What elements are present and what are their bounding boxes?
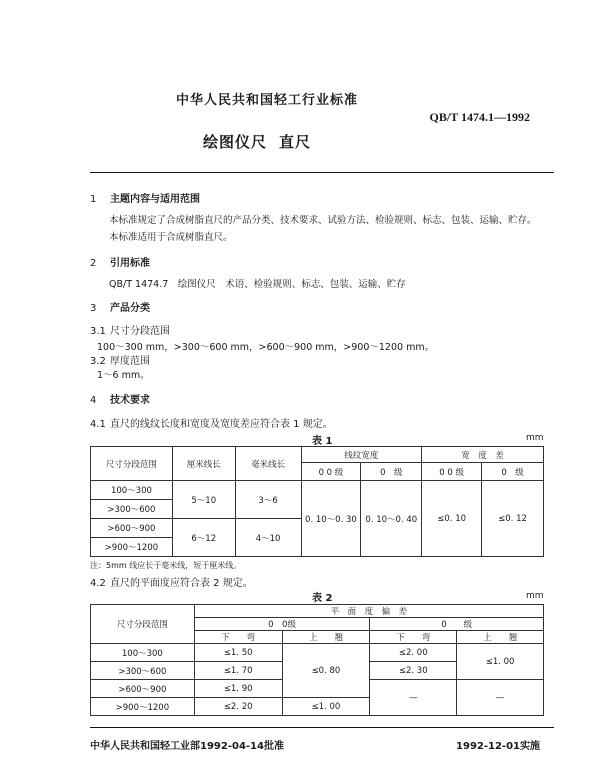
- t2-header-flatness: 平 面 度 偏 差: [194, 605, 543, 618]
- t2-up-00-a: ≤0. 80: [282, 644, 370, 698]
- section-1-heading: 1 主题内容与适用范围: [90, 194, 200, 205]
- t1-header-width-diff: 宽 度 差: [422, 447, 544, 463]
- t1-range: >600～900: [91, 519, 173, 538]
- section-4-1-text: 4.1 直尺的线纹长度和宽度及宽度差应符合表 1 规定。: [90, 419, 333, 430]
- section-4-2-text: 4.2 直尺的平面度应符合表 2 规定。: [90, 578, 253, 589]
- t1-header-mm-line: 毫米线长: [235, 447, 301, 481]
- title-main: 绘图仪尺: [203, 133, 268, 151]
- section-3-2-heading: 3.2 厚度范围: [90, 356, 150, 367]
- footer-rule: [90, 727, 554, 728]
- section-3-heading: 3 产品分类: [90, 303, 150, 314]
- header-rule: [90, 172, 554, 173]
- t2-up-00-b: ≤1. 00: [282, 698, 370, 716]
- t2-down-0: ≤2. 30: [370, 662, 457, 680]
- t1-range: 100～300: [91, 481, 173, 500]
- t2-header-grade00: 0 0级: [194, 618, 370, 631]
- t2-up-0-a: ≤1. 00: [457, 644, 544, 680]
- t2-range: >900～1200: [91, 698, 195, 716]
- t1-width-0: 0. 10～0. 40: [361, 481, 422, 557]
- t2-header-down-a: 下 弯: [194, 631, 282, 644]
- document-title: [203, 131, 311, 152]
- t2-header-down-b: 下 弯: [370, 631, 457, 644]
- table-2-unit: mm: [526, 591, 544, 601]
- t1-header-grade0-b: 0 级: [482, 463, 544, 481]
- section-2-heading: 2 引用标准: [90, 258, 150, 269]
- t1-cm-length: 5～10: [172, 481, 235, 519]
- section-4-heading: 4 技术要求: [90, 395, 150, 406]
- table-1-caption: 表 1: [312, 436, 333, 447]
- t2-header-up-a: 上 翘: [282, 631, 370, 644]
- section-3-1-para: 100～300 mm，>300～600 mm，>600～900 mm，>900～1200 mm。: [97, 342, 435, 353]
- t1-diff-00: ≤0. 10: [422, 481, 482, 557]
- t2-header-grade0: 0 级: [370, 618, 544, 631]
- table-2: [90, 604, 544, 716]
- t1-range: >300～600: [91, 500, 173, 519]
- standard-code: QB/T 1474.1—1992: [429, 110, 530, 124]
- t2-down-0: ≤2. 00: [370, 644, 457, 662]
- footer-issuer: 中华人民共和国轻工业部1992-04-14批准: [90, 741, 284, 752]
- t2-down-00: ≤1. 50: [194, 644, 282, 662]
- footer-effective: 1992-12-01实施: [456, 741, 540, 752]
- t2-header-up-b: 上 翘: [457, 631, 544, 644]
- t1-header-grade00-b: 0 0 级: [422, 463, 482, 481]
- table-1-unit: mm: [526, 433, 544, 443]
- section-1-para-1: 本标准规定了合成树脂直尺的产品分类、技术要求、试验方法、检验规则、标志、包装、运输、贮存。: [109, 215, 537, 226]
- t2-range: 100～300: [91, 644, 195, 662]
- t2-down-00: ≤1. 70: [194, 662, 282, 680]
- table-1-note: 注：5mm 线应长于毫米线，短于厘米线。: [90, 561, 242, 570]
- t1-header-cm-line: 厘米线长: [172, 447, 235, 481]
- t1-header-range: 尺寸分段范围: [91, 447, 173, 481]
- t2-down-00: ≤1. 90: [194, 680, 282, 698]
- title-sub: 直尺: [279, 133, 312, 151]
- t1-header-grade00-a: 0 0 级: [301, 463, 361, 481]
- t1-cm-length: 6～12: [172, 519, 235, 557]
- section-3-2-para: 1～6 mm。: [97, 370, 150, 381]
- t1-diff-0: ≤0. 12: [482, 481, 544, 557]
- t2-header-range: 尺寸分段范围: [91, 605, 195, 644]
- t2-down-00: ≤2. 20: [194, 698, 282, 716]
- org-title: 中华人民共和国轻工行业标准: [176, 93, 359, 108]
- t1-mm-length: 3～6: [235, 481, 301, 519]
- t1-header-line-width: 线纹宽度: [301, 447, 422, 463]
- section-1-para-2: 本标准适用于合成树脂直尺。: [109, 232, 233, 243]
- t2-up-0-b: —: [457, 680, 544, 716]
- t2-range: >300～600: [91, 662, 195, 680]
- table-1: [90, 446, 544, 557]
- t2-down-0: —: [370, 680, 457, 716]
- section-2-para-1: QB/T 1474.7 绘图仪尺 术语、检验规则、标志、包装、运输、贮存: [109, 279, 406, 290]
- t1-mm-length: 4～10: [235, 519, 301, 557]
- t1-header-grade0-a: 0 级: [361, 463, 422, 481]
- t1-width-00: 0. 10～0. 30: [301, 481, 361, 557]
- table-2-caption: 表 2: [312, 593, 333, 604]
- t1-range: >900～1200: [91, 538, 173, 557]
- t2-range: >600～900: [91, 680, 195, 698]
- section-3-1-heading: 3.1 尺寸分段范围: [90, 326, 170, 337]
